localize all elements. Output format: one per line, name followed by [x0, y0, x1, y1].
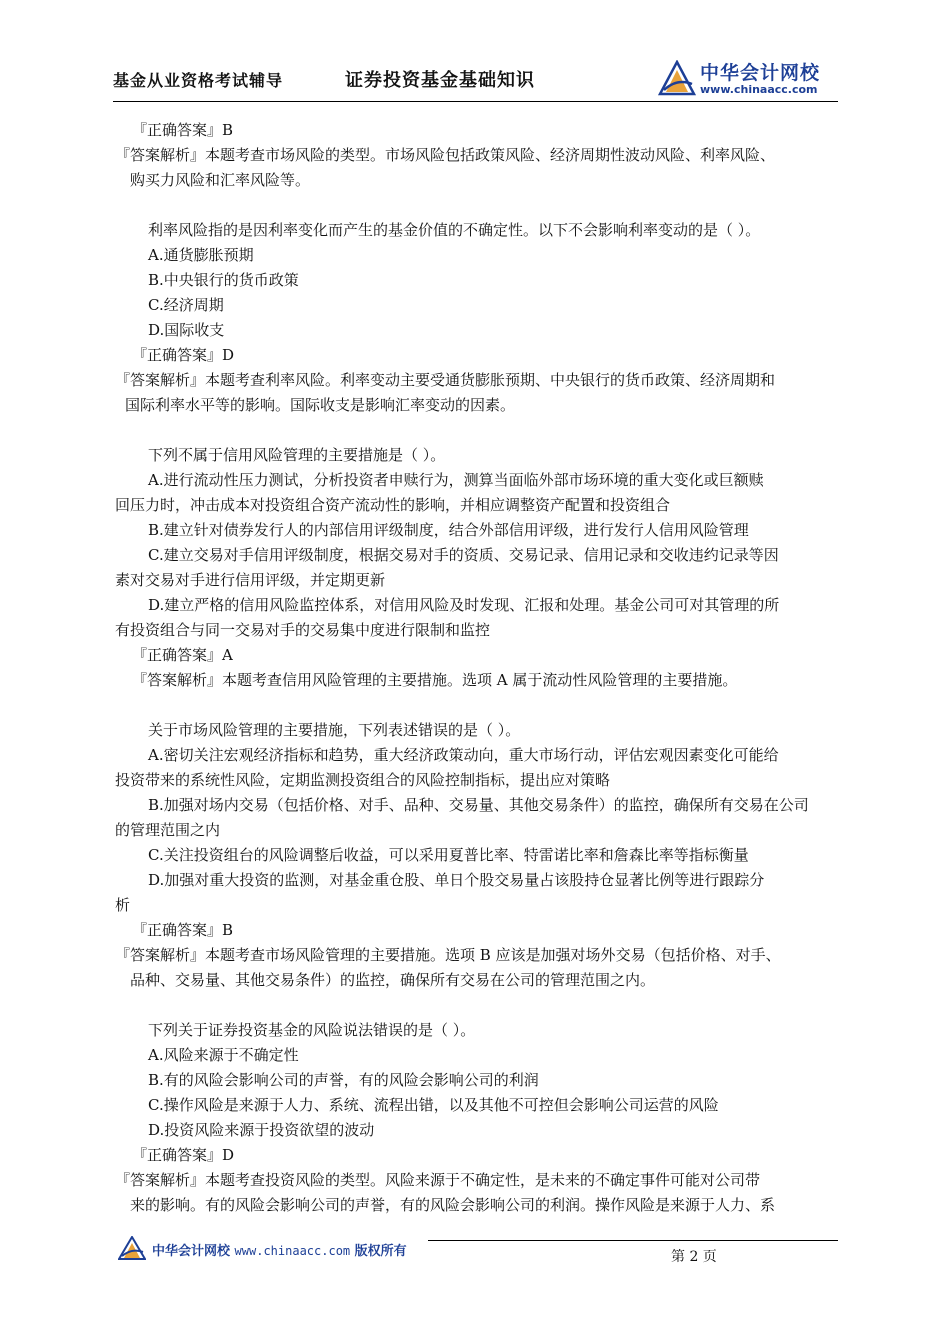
answer-line: 『正确答案』A — [132, 646, 233, 664]
explanation-line: 『答案解析』本题考查利率风险。利率变动主要受通货膨胀预期、中央银行的货币政策、经济周期和 — [115, 371, 776, 389]
option-line: C.操作风险是来源于人力、系统、流程出错，以及其他不可控但会影响公司运营的风险 — [148, 1096, 719, 1114]
option-line: D.投资风险来源于投资欲望的波动 — [148, 1121, 375, 1139]
option-line: D.建立严格的信用风险监控体系，对信用风险及时发现、汇报和处理。基金公司可对其管理的所 — [148, 596, 780, 614]
question-stem: 关于市场风险管理的主要措施，下列表述错误的是（ ）。 — [148, 721, 521, 739]
explanation-line: 『答案解析』本题考查市场风险管理的主要措施。选项 B 应该是加强对场外交易（包括价格、对手、 — [115, 946, 781, 964]
option-line: 析 — [115, 896, 131, 914]
option-line: C.建立交易对手信用评级制度，根据交易对手的资质、交易记录、信用记录和交收违约记录等因 — [148, 546, 779, 564]
page-number: 第 2 页 — [671, 1249, 717, 1265]
question-stem: 下列不属于信用风险管理的主要措施是（ ）。 — [148, 446, 446, 464]
option-line: 有投资组合与同一交易对手的交易集中度进行限制和监控 — [115, 621, 491, 639]
option-line: A.进行流动性压力测试，分析投资者申赎行为，测算当面临外部市场环境的重大变化或巨额赎 — [148, 471, 764, 489]
document-body — [115, 118, 840, 1218]
logo-name: 中华会计网校 — [700, 62, 821, 84]
footer-brand: 中华会计网校 — [152, 1244, 231, 1259]
option-line: C.经济周期 — [148, 296, 224, 314]
question-stem: 利率风险指的是因利率变化而产生的基金价值的不确定性。以下不会影响利率变动的是（ ）。 — [148, 221, 761, 239]
option-line: 的管理范围之内 — [115, 821, 221, 839]
explanation-line: 『答案解析』本题考查投资风险的类型。风险来源于不确定性，是未来的不确定事件可能对公司带 — [115, 1171, 761, 1189]
option-line: B.有的风险会影响公司的声誉，有的风险会影响公司的利润 — [148, 1071, 539, 1089]
answer-line: 『正确答案』B — [132, 121, 234, 139]
footer-copyright — [152, 1240, 407, 1259]
footer-divider — [428, 1240, 838, 1241]
footer-rights: 版权所有 — [354, 1244, 407, 1259]
option-line: A.风险来源于不确定性 — [148, 1046, 299, 1064]
option-line: D.国际收支 — [148, 321, 225, 339]
option-line: A.通货膨胀预期 — [148, 246, 254, 264]
explanation-line: 『答案解析』本题考查市场风险的类型。市场风险包括政策风险、经济周期性波动风险、利率风险、 — [115, 146, 776, 164]
option-line: D.加强对重大投资的监测，对基金重仓股、单日个股交易量占该股持仓显著比例等进行跟踪分 — [148, 871, 765, 889]
explanation-line: 品种、交易量、其他交易条件）的监控，确保所有交易在公司的管理范围之内。 — [130, 971, 656, 989]
explanation-line: 国际利率水平等的影响。国际收支是影响汇率变动的因素。 — [125, 396, 516, 414]
option-line: 素对交易对手进行信用评级，并定期更新 — [115, 571, 386, 589]
option-line: 回压力时，冲击成本对投资组合资产流动性的影响，并相应调整资产配置和投资组合 — [115, 496, 671, 514]
explanation-line: 购买力风险和汇率风险等。 — [130, 171, 311, 189]
explanation-line: 『答案解析』本题考查信用风险管理的主要措施。选项 A 属于流动性风险管理的主要措施。 — [132, 671, 738, 689]
question-stem: 下列关于证券投资基金的风险说法错误的是（ ）。 — [148, 1021, 476, 1039]
page-header — [113, 56, 838, 104]
option-line: C.关注投资组台的风险调整后收益，可以采用夏普比率、特雷诺比率和詹森比率等指标衡量 — [148, 846, 749, 864]
option-line: 投资带来的系统性风险，定期监测投资组合的风险控制指标，提出应对策略 — [115, 771, 611, 789]
footer-url: www.chinaacc.com — [234, 1244, 351, 1258]
answer-line: 『正确答案』D — [132, 346, 235, 364]
header-divider — [113, 101, 838, 102]
option-line: B.建立针对债券发行人的内部信用评级制度，结合外部信用评级，进行发行人信用风险管理 — [148, 521, 749, 539]
answer-line: 『正确答案』D — [132, 1146, 235, 1164]
page-footer — [118, 1234, 838, 1264]
explanation-line: 来的影响。有的风险会影响公司的声誉，有的风险会影响公司的利润。操作风险是来源于人力、系 — [130, 1196, 776, 1214]
footer-logo-icon — [118, 1236, 146, 1260]
header-left-title: 基金从业资格考试辅导 — [113, 71, 284, 90]
option-line: B.加强对场内交易（包括价格、对手、品种、交易量、其他交易条件）的监控，确保所有交易在公司 — [148, 796, 809, 814]
option-line: B.中央银行的货币政策 — [148, 271, 299, 289]
answer-line: 『正确答案』B — [132, 921, 234, 939]
brand-logo — [658, 56, 838, 100]
logo-triangle-icon — [658, 60, 696, 96]
logo-url: www.chinaacc.com — [700, 83, 818, 96]
header-center-title: 证券投资基金基础知识 — [345, 70, 535, 91]
option-line: A.密切关注宏观经济指标和趋势，重大经济政策动向，重大市场行动，评估宏观因素变化可能给 — [148, 746, 779, 764]
